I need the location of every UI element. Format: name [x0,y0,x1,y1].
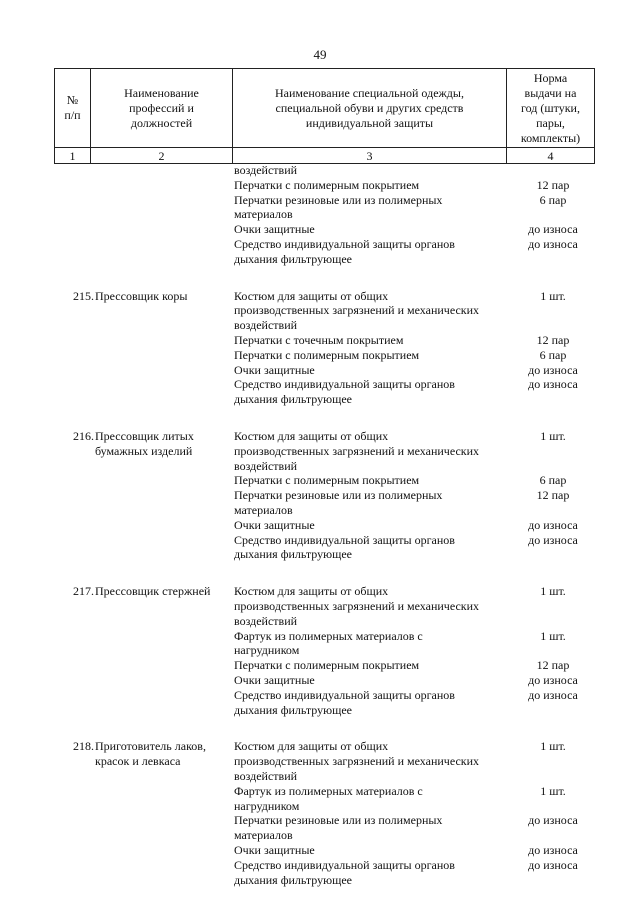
header-norm-line: выдачи на [524,85,577,100]
column-number-1: 1 [55,148,91,164]
header-number-line: п/п [64,108,81,122]
header-norm [507,69,595,148]
table-header [54,68,595,164]
equipment-line: дыхания фильтрующее [234,872,352,887]
header-number-line: № [66,93,79,107]
norm-value: 6 пар [539,473,567,488]
norm-value: до износа [528,237,578,251]
header-profession-line: профессий и [129,100,194,115]
page-number: 49 [313,47,327,62]
equipment-line: дыхания фильтрующее [234,251,352,266]
norm-value: 1 шт. [540,628,566,643]
profession-name: Прессовщик литых [95,429,194,443]
equipment-line: воздействий [234,769,298,783]
equipment-line: Костюм для защиты от общих [234,288,389,303]
header-norm-line: комплекты) [520,130,581,145]
equipment-line: Средство индивидуальной защиты органов [234,687,455,702]
equipment-line: Костюм для защиты от общих [234,429,389,443]
column-number-4: 4 [507,148,595,164]
norm-value: 12 пар [536,658,570,673]
equipment-line: воздействий [234,318,298,333]
profession-name: бумажных изделий [95,443,193,458]
norm-value: до износа [528,687,578,702]
equipment-line: производственных загрязнений и механических [234,443,480,458]
header-profession-line: Наименование [124,85,199,100]
equipment-line: Перчатки с полимерным покрытием [234,473,420,488]
equipment-line: Очки защитные [234,673,315,687]
norm-value: 12 пар [536,177,570,192]
norm-value: до износа [528,673,578,687]
profession-name: Прессовщик стержней [95,584,211,599]
equipment-line: Очки защитные [234,222,315,237]
equipment-line: материалов [234,207,293,222]
entry-number: 217. [73,584,94,599]
equipment-line: производственных загрязнений и механических [234,303,480,318]
equipment-line: Костюм для защиты от общих [234,739,389,754]
header-number [55,69,91,148]
equipment-line: производственных загрязнений и механических [234,599,480,613]
equipment-line: Перчатки резиновые или из полимерных [234,488,443,503]
norm-value: 1 шт. [540,783,566,798]
equipment-line: Перчатки с полимерным покрытием [234,658,420,673]
norm-value: 12 пар [536,488,570,503]
header-equipment-line: Наименование специальной одежды, [275,85,464,100]
header-equipment [233,69,507,148]
entry-number: 216. [73,429,94,443]
equipment-line: Перчатки с точечным покрытием [234,333,404,347]
entry-number: 215. [73,288,94,303]
norm-value: 12 пар [536,333,570,347]
equipment-line: Средство индивидуальной защиты органов [234,532,455,547]
profession-name: Прессовщик коры [95,288,188,303]
profession-name: Приготовитель лаков, [95,739,206,754]
equipment-line: материалов [234,828,293,843]
norm-value: 6 пар [539,347,567,362]
equipment-line: материалов [234,503,293,517]
norm-value: до износа [528,362,578,377]
equipment-line: Средство индивидуальной защиты органов [234,237,455,251]
norm-value: до износа [528,222,578,237]
equipment-line: Перчатки с полимерным покрытием [234,177,420,192]
norm-value: до износа [528,813,578,828]
equipment-line: Фартук из полимерных материалов с [234,783,423,798]
norm-value: 6 пар [539,192,567,207]
equipment-line: Фартук из полимерных материалов с [234,628,423,643]
norm-value: до износа [528,377,578,392]
norm-value: 1 шт. [540,288,566,303]
equipment-line: Средство индивидуальной защиты органов [234,377,455,392]
header-norm-line: пары, [536,115,565,130]
norm-value: 1 шт. [540,429,566,443]
header-norm-line: Норма [533,70,568,85]
norm-value: до износа [528,857,578,872]
norm-value: до износа [528,843,578,857]
equipment-line: воздействий [234,163,298,177]
equipment-line: нагрудником [234,643,300,658]
column-number-2: 2 [91,148,233,164]
equipment-line: Очки защитные [234,517,315,532]
equipment-line: дыхания фильтрующее [234,547,352,562]
equipment-line: производственных загрязнений и механических [234,754,480,769]
equipment-line: Перчатки резиновые или из полимерных [234,813,443,828]
norm-value: до износа [528,517,578,532]
equipment-line: дыхания фильтрующее [234,392,352,407]
header-profession [91,69,233,148]
header-equipment-line: специальной обуви и других средств [275,100,464,115]
header-equipment-line: индивидуальной защиты [305,115,434,130]
equipment-line: Костюм для защиты от общих [234,584,389,599]
equipment-line: дыхания фильтрующее [234,702,352,717]
equipment-line: Перчатки с полимерным покрытием [234,347,420,362]
equipment-line: Очки защитные [234,843,315,857]
header-norm-line: год (штуки, [521,100,580,115]
entry-number: 218. [73,739,94,754]
header-profession-line: должностей [130,115,193,130]
equipment-line: Очки защитные [234,362,315,377]
equipment-line: нагрудником [234,798,300,813]
norm-value: 1 шт. [540,584,566,599]
equipment-line: Перчатки резиновые или из полимерных [234,192,443,207]
column-number-3: 3 [233,148,507,164]
equipment-line: Средство индивидуальной защиты органов [234,857,455,872]
equipment-line: воздействий [234,458,298,473]
profession-name: красок и левкаса [95,754,181,769]
norm-value: до износа [528,532,578,547]
equipment-line: воздействий [234,613,298,628]
norm-value: 1 шт. [540,739,566,754]
